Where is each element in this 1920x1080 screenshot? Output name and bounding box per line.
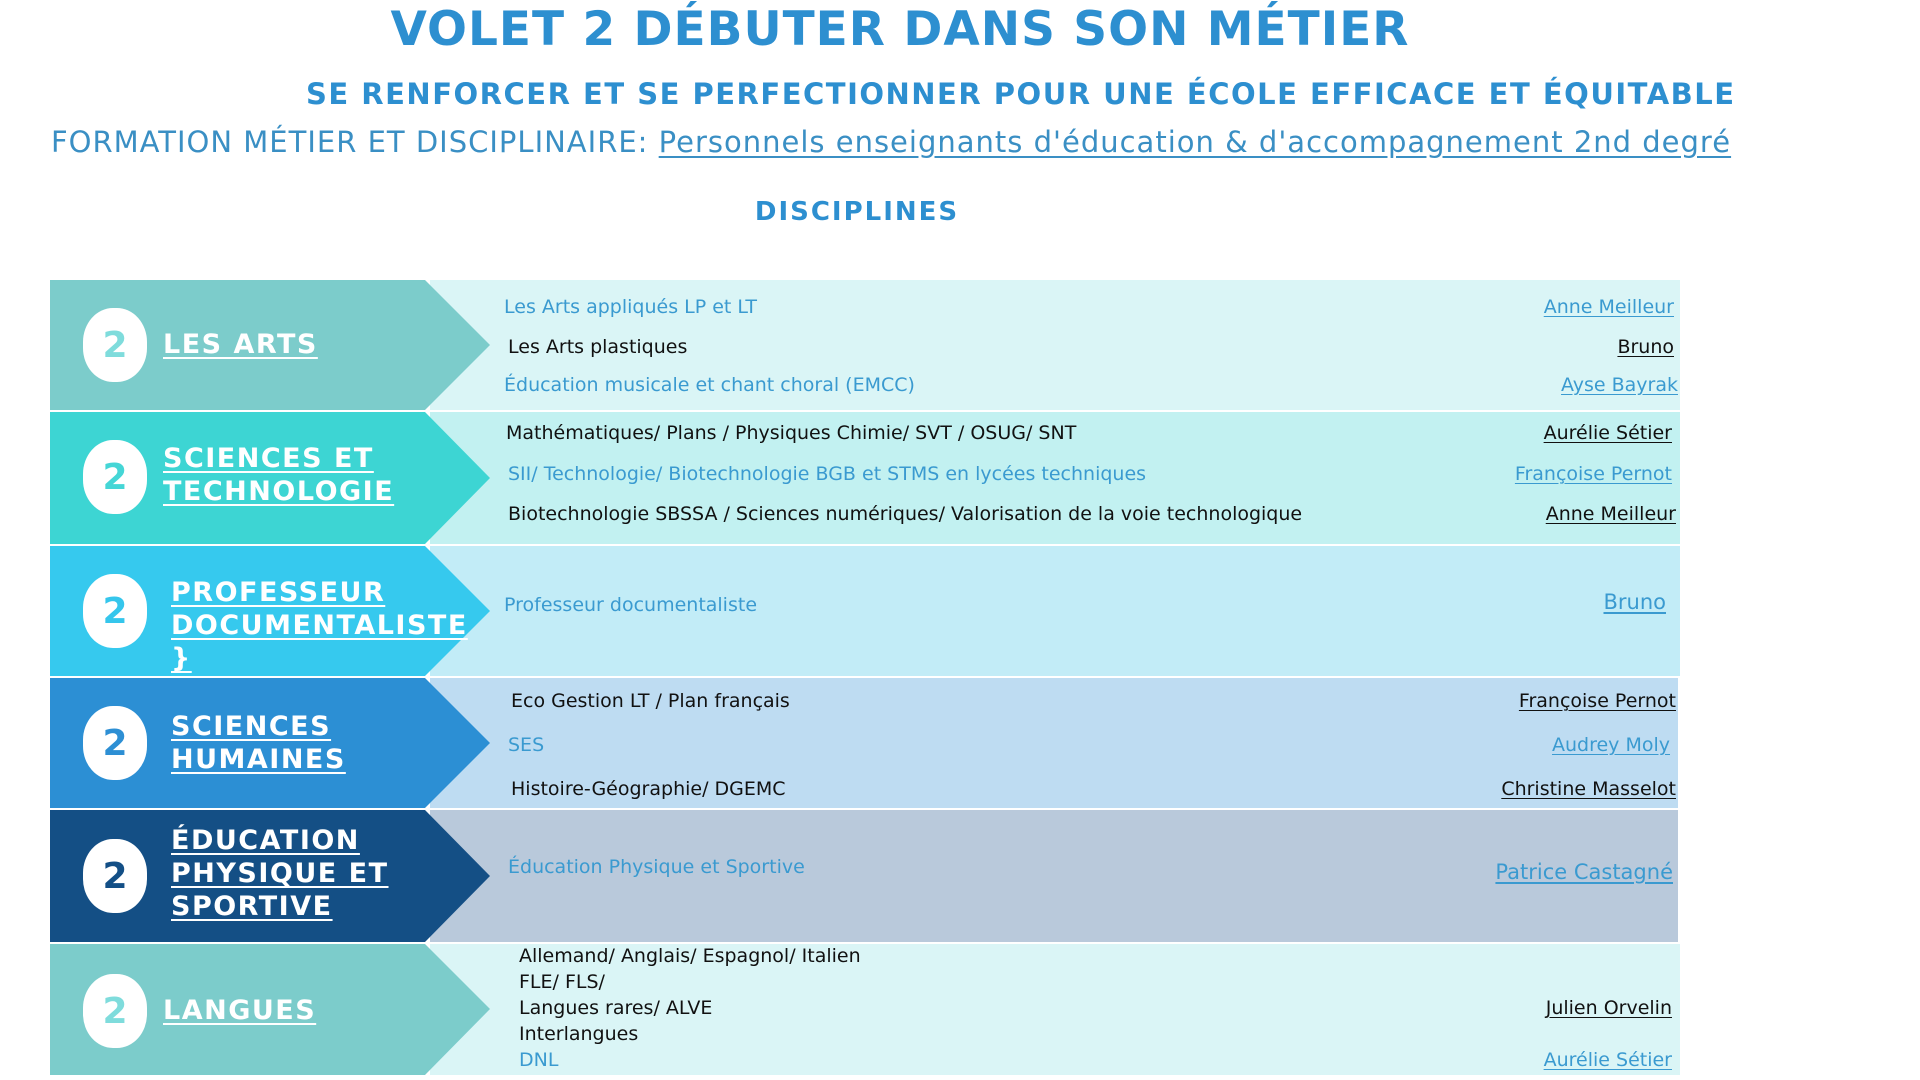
category-title[interactable] (163, 442, 394, 508)
category-title[interactable]: LANGUES (163, 995, 317, 1026)
contact-person[interactable]: Bruno (1603, 590, 1666, 614)
category-title[interactable] (171, 710, 346, 776)
discipline-item: SII/ Technologie/ Biotechnologie BGB et STMS en lycées techniques (508, 463, 1147, 485)
contact-person[interactable]: Bruno (1617, 336, 1674, 358)
page-subtitle: SE RENFORCER ET SE PERFECTIONNER POUR UNE ÉCOLE EFFICACE ET ÉQUITABLE (306, 77, 1736, 111)
section-title: DISCIPLINES (754, 197, 960, 227)
formation-heading (51, 125, 1731, 159)
discipline-item: SES (508, 734, 545, 756)
discipline-item: Éducation Physique et Sportive (508, 856, 805, 878)
category-sciences-humaines (50, 678, 1680, 808)
category-title-line: HUMAINES (171, 744, 346, 775)
formation-label: FORMATION MÉTIER ET DISCIPLINAIRE: (51, 125, 659, 159)
contact-person[interactable]: Julien Orvelin (1545, 997, 1672, 1019)
number-badge: 2 (83, 440, 147, 514)
category-title[interactable]: PROFESSEUR DOCUMENTALISTE } (171, 577, 468, 674)
category-title-line: DOCUMENTALISTE (171, 610, 468, 641)
discipline-item: Langues rares/ ALVE (519, 997, 713, 1019)
number-badge: 2 (83, 839, 147, 913)
contact-person[interactable]: Aurélie Sétier (1543, 1049, 1672, 1071)
discipline-item: Allemand/ Anglais/ Espagnol/ Italien (519, 945, 861, 967)
category-les-arts (50, 280, 1680, 410)
discipline-item: Les Arts plastiques (508, 336, 688, 358)
discipline-item: DNL (519, 1049, 559, 1071)
contact-person[interactable]: Françoise Pernot (1514, 463, 1672, 485)
contact-person[interactable]: Anne Meilleur (1543, 296, 1674, 318)
category-sciences-technologie (50, 412, 1680, 544)
discipline-item: Éducation musicale et chant choral (EMCC) (504, 374, 915, 396)
category-langues (50, 944, 1680, 1075)
number-badge: 2 (83, 974, 147, 1048)
category-title-line: ÉDUCATION (171, 825, 360, 856)
contact-person[interactable]: Françoise Pernot (1518, 690, 1676, 712)
number-badge: 2 (83, 308, 147, 382)
discipline-item: Mathématiques/ Plans / Physiques Chimie/ SVT / OSUG/ SNT (506, 422, 1077, 444)
category-professeur-documentaliste (50, 546, 1680, 676)
contact-person[interactable]: Patrice Castagné (1495, 860, 1673, 884)
contact-person[interactable]: Audrey Moly (1551, 734, 1670, 756)
discipline-item: Professeur documentaliste (504, 594, 758, 616)
contact-person[interactable]: Aurélie Sétier (1543, 422, 1672, 444)
contact-person[interactable]: Christine Masselot (1501, 778, 1676, 800)
formation-link[interactable]: Personnels enseignants d'éducation & d'accompagnement 2nd degré (658, 125, 1732, 159)
discipline-item: Interlangues (519, 1023, 639, 1045)
category-title-line: SPORTIVE (171, 891, 333, 922)
discipline-item: Biotechnologie SBSSA / Sciences numériques/ Valorisation de la voie technologique (508, 503, 1303, 525)
discipline-item: FLE/ FLS/ (519, 971, 605, 993)
category-title-line: SCIENCES (171, 711, 332, 742)
contact-person[interactable]: Anne Meilleur (1545, 503, 1676, 525)
category-title[interactable] (171, 824, 389, 923)
discipline-item: Les Arts appliqués LP et LT (504, 296, 757, 318)
category-title[interactable]: LES ARTS (163, 329, 318, 360)
category-title-line: PHYSIQUE ET (171, 858, 389, 889)
category-title-line: TECHNOLOGIE (163, 476, 395, 507)
category-title-line: PROFESSEUR (171, 577, 386, 608)
page-title: VOLET 2 DÉBUTER DANS SON MÉTIER (390, 2, 1410, 57)
discipline-item: Eco Gestion LT / Plan français (511, 690, 790, 712)
number-badge: 2 (83, 574, 147, 648)
number-badge: 2 (83, 706, 147, 780)
category-title-line: SCIENCES ET (163, 443, 374, 474)
discipline-item: Histoire-Géographie/ DGEMC (511, 778, 786, 800)
category-education-physique-sportive (50, 810, 1680, 942)
contact-person[interactable]: Ayse Bayrak (1561, 374, 1678, 396)
